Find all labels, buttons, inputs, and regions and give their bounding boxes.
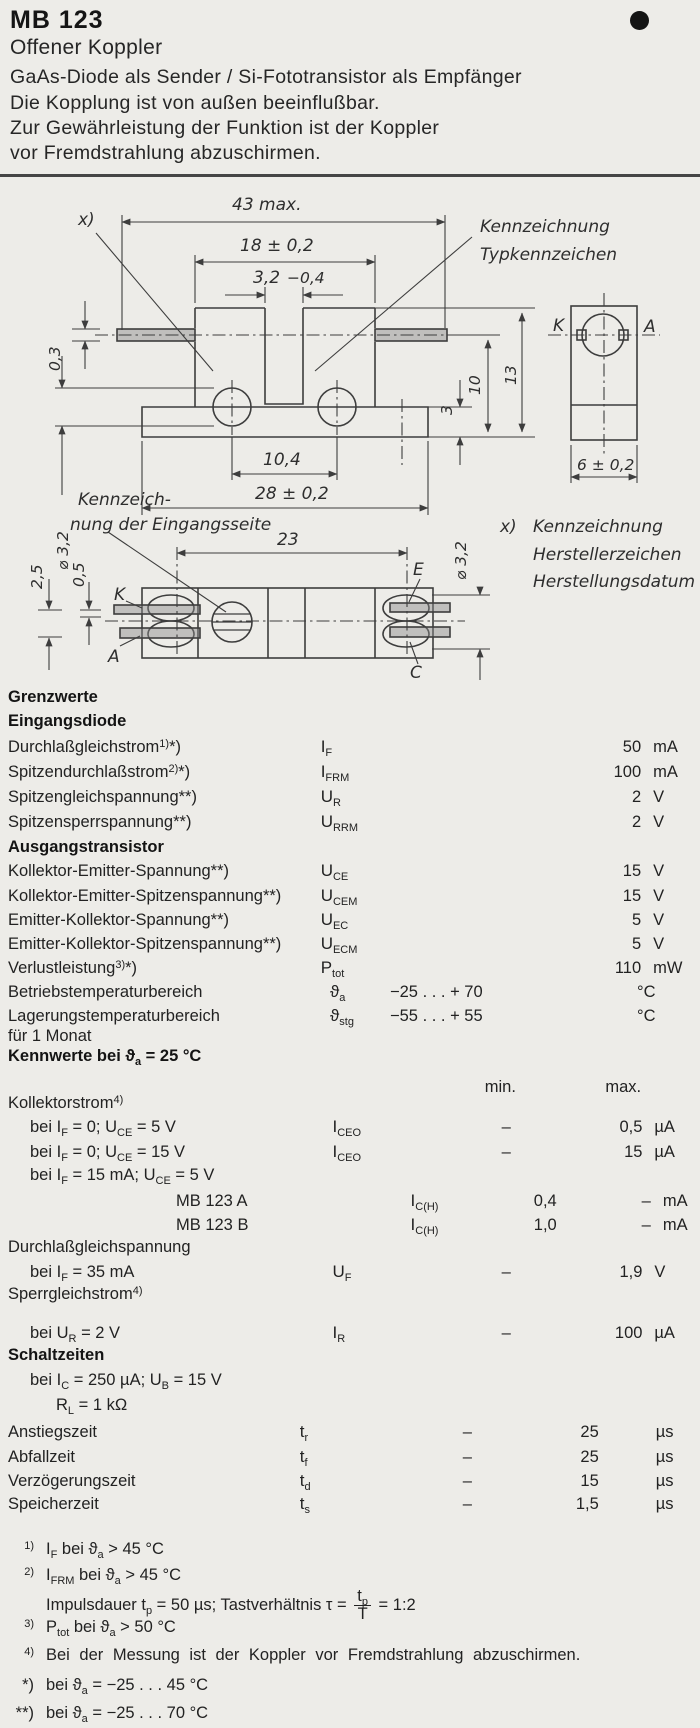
table-row: Kollektor-Emitter-Spannung**) $U_{CE}$ 15 V (8, 861, 665, 883)
dim-slot-tol-label: −0,4 (287, 269, 325, 287)
table-row: MB 123 A $I_{C(H)}$ 0,4 – mA (176, 1191, 688, 1213)
dim-hole-dia-label: ⌀ 3,2 (54, 531, 72, 570)
note-input-line2: nung der Eingangsseite (70, 515, 272, 535)
dim-pin-circle-dia-label: ⌀ 3,2 (452, 541, 470, 580)
group-collector-current: Kollektorstrom$^{4)}$ (8, 1094, 124, 1112)
dim-height-lead-label: 10 (466, 375, 484, 395)
section-title-limits: Grenzwerte (8, 688, 98, 706)
condition-row: bei $I_C = 250$ µA; $U_B = 15$ V (30, 1371, 222, 1392)
col-header-min: min. (484, 1078, 516, 1096)
table-row: Betriebstemperaturbereich $ϑ_a$ −25 . . . + 70 °C (8, 982, 656, 1004)
note-marking-line1: Kennzeichnung (480, 217, 610, 237)
note-marking-line2: Typkennzeichen (480, 245, 618, 265)
table-row: bei $I_F = 0$; $U_{CE} = 15$ V $I_{CEO}$ – 15 µA (30, 1142, 675, 1164)
group-forward-voltage: Durchlaßgleichspannung (8, 1238, 191, 1256)
col-header-max: max. (605, 1078, 642, 1096)
table-row: bei $I_F = 0$; $U_{CE} = 5$ V $I_{CEO}$ – 0,5 µA (30, 1117, 675, 1139)
dim-hole-pitch-label: 10,4 (263, 450, 301, 470)
part-outline-bottom-view (114, 588, 450, 658)
table-row: Anstiegszeit $t_r$ – 25 µs (8, 1422, 674, 1444)
page-marker-dot-icon (630, 11, 649, 30)
pin-e-label: E (413, 560, 424, 580)
dim-lead-thickness-label: 0,3 (46, 346, 64, 371)
table-row: Emitter-Kollektor-Spitzenspannung**) $U_{ECM}$ 5 V (8, 934, 665, 956)
dim-body-thickness-label: 3 (438, 405, 456, 415)
table-row: Abfallzeit $t_f$ – 25 µs (8, 1447, 674, 1469)
dim-body-width-label: 28 ± 0,2 (255, 484, 329, 504)
pin-a-bottom-label: A (108, 647, 120, 667)
leader-input-side (108, 532, 226, 612)
dim-pin-offset-label: 0,5 (70, 562, 88, 587)
footnote-2: $^{2)}$ $I_{FRM}$ bei $ϑ_a > 45$ °C (24, 1566, 182, 1587)
dim-side-width-label: 6 ± 0,2 (577, 456, 635, 474)
table-row: Verzögerungszeit $t_d$ – 15 µs (8, 1471, 674, 1493)
table-row: Spitzengleichspannung**) $U_R$ 2 V (8, 787, 665, 809)
page-title: MB 123 (10, 6, 104, 34)
table-row: MB 123 B $I_{C(H)}$ 1,0 – mA (176, 1215, 688, 1237)
pin-c-label: C (410, 663, 422, 683)
footnote-double-star: **) bei $ϑ_a = -25$ . . . 70 °C (15, 1704, 209, 1725)
dim-slot-label: 3,2 (253, 268, 281, 288)
part-outline-front-view (117, 308, 447, 437)
table-row: Kollektor-Emitter-Spitzenspannung**) $U_{CEM}$ 15 V (8, 886, 665, 908)
pin-a-side-label: A (644, 317, 656, 337)
section-title-switching-times: Schaltzeiten (8, 1346, 105, 1364)
device-subtitle-3: Zur Gewährleistung der Funktion ist der Koppler (10, 117, 440, 139)
center-lines-front-view (95, 335, 500, 465)
device-title: Offener Koppler (10, 36, 163, 59)
device-subtitle-4: vor Fremdstrahlung abzuschirmen. (10, 142, 321, 164)
note-x-line1: Kennzeichnung (533, 517, 663, 537)
table-row: Lagerungstemperaturbereich $ϑ_{stg}$ −55 . . . + 55 °C (8, 1006, 656, 1028)
note-input-line1: Kennzeich- (78, 490, 171, 510)
group-reverse-current: Sperrgleichstrom$^{4)}$ (8, 1285, 143, 1303)
dim-height-total-label: 13 (502, 365, 520, 385)
dimension-lines-front-view (55, 215, 535, 515)
footnote-1: $^{1)}$ $I_F$ bei $ϑ_a > 45$ °C (24, 1540, 164, 1561)
subsection-input-diode: Eingangsdiode (8, 712, 127, 730)
footnote-4: $^{4)}$ Bei der Messung ist der Koppler vor Fremdstrahlung abzuschirmen. (24, 1646, 581, 1664)
technical-drawing (0, 175, 700, 695)
table-row: Emitter-Kollektor-Spannung**) $U_{EC}$ 5 V (8, 910, 665, 932)
device-subtitle-1: GaAs-Diode als Sender / Si-Fototransistor als Empfänger (10, 66, 522, 88)
table-row: Verlustleistung$^{3)}$*) $P_{tot}$ 110 mW (8, 958, 683, 980)
pin-k-side-label: K (553, 316, 565, 336)
table-row: Spitzensperrspannung**) $U_{RRM}$ 2 V (8, 812, 665, 834)
section-title-characteristics: Kennwerte bei $ϑ_a = 25$ °C (8, 1047, 202, 1068)
device-subtitle-2: Die Kopplung ist von außen beeinflußbar. (10, 92, 380, 114)
x-marker-label: x) (78, 210, 95, 230)
table-row: Speicherzeit $t_s$ – 1,5 µs (8, 1494, 674, 1516)
table-row: Durchlaßgleichstrom$^{1)}$*) $I_F$ 50 mA (8, 737, 678, 759)
note-x-marker: x) (500, 517, 517, 537)
leader-type-marking (315, 237, 472, 371)
dim-overall-label: 43 max. (232, 195, 302, 215)
footnote-star: *) bei $ϑ_a = -25$ . . . 45 °C (22, 1676, 209, 1697)
note-x-line3: Herstellungsdatum (533, 572, 696, 592)
note-x-line2: Herstellerzeichen (533, 545, 682, 565)
table-row: Spitzendurchlaßstrom$^{2)}$*) $I_{FRM}$ 100 mA (8, 762, 678, 784)
subsection-output-transistor: Ausgangstransistor (8, 838, 164, 856)
table-row-continuation: für 1 Monat (8, 1027, 92, 1045)
condition-row: $R_L = 1$ kΩ (56, 1396, 128, 1417)
dim-pin-pitch-label: 2,5 (28, 564, 46, 589)
footnote-2-continuation: Impulsdauer $t_p = 50$ µs; Tastverhältnis τ = $\frac{t_p}{T}$ = 1:2 (46, 1587, 416, 1624)
footnote-3: $^{3)}$ $P_{tot}$ bei $ϑ_a > 50$ °C (24, 1618, 176, 1639)
dim-pin-span-label: 23 (277, 530, 299, 550)
pin-k-bottom-label: K (114, 585, 126, 605)
dim-flange-label: 18 ± 0,2 (240, 236, 314, 256)
condition-row: bei $I_F = 15$ mA; $U_{CE} = 5$ V (30, 1166, 215, 1187)
table-row: bei $U_R = 2$ V $I_R$ – 100 µA (30, 1323, 675, 1345)
table-row: bei $I_F = 35$ mA $U_F$ – 1,9 V (30, 1262, 666, 1284)
